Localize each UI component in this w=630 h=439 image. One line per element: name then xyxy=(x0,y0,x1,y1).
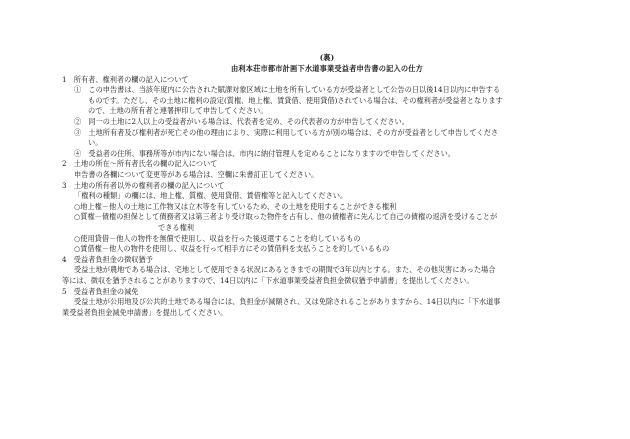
definition-line: ○地上権－他人の土地に工作物又は立木等を有しているため、その土地を使用することができる権利 xyxy=(74,201,397,211)
paragraph-line: 業受益者負担金減免申請書」を提出してください。 xyxy=(62,307,228,317)
section-1-heading: 1 所有者、権利者の欄の記入について xyxy=(62,74,189,84)
definition-line: ○質権－債権の担保として債務者又は第三者より受け取った物件を占有し、他の債権者に先んじて自己の債権の返済を受けることが xyxy=(74,212,498,222)
paragraph-line: 受益土地が公用地及び公共的土地である場合には、負担金が減額され、又は免除されることがありますから、14日以内に「下水道事 xyxy=(74,297,501,307)
paragraph-line: ものです。ただし、その土地に権利の設定(質権、地上権、賃貸借、使用貸借)されている場合は、その権利者が受益者となります xyxy=(88,95,503,105)
document-title: 由利本荘市都市計画下水道事業受益者申告書の記入の仕方 xyxy=(230,63,424,73)
paragraph-line: い。 xyxy=(88,138,103,148)
paragraph-line: ① この申告書は、当該年度内に公告された賦課対象区域に土地を所有している方が受益者として公告の日以後14日以内に申告する xyxy=(74,85,501,95)
paragraph-line: ので、土地の所有者と連署押印して申告してください。 xyxy=(88,106,268,116)
section-3-heading: 3 土地の所有者以外の権利者の欄の記入について xyxy=(62,180,225,190)
definition-line: ○賃借権－他人の物件を使用し、収益を行って相手方にその賃借料を支払うことを約しているもの xyxy=(74,244,390,254)
document-page xyxy=(62,53,592,318)
section-2-heading: 2 土地の所在～所有者氏名の欄の記入について xyxy=(62,159,218,169)
paragraph-line: 申告書の各欄について変更等がある場合は、空欄に朱書訂正してください。 xyxy=(74,170,319,180)
definition-line: ○使用貸借－他人の物件を無償で使用し、収益を行った後返還することを約しているもの xyxy=(74,233,361,243)
paragraph-line: 受益土地が農地である場合は、宅地として使用できる状況にあるときまでの期間で3年以内とする。また、その他災害にあった場合 xyxy=(74,265,496,275)
paragraph-line: ② 同一の土地に2人以上の受益者がいる場合は、代表者を定め、その代表者の方が申告してください。 xyxy=(74,117,409,127)
side-label: (裏) xyxy=(319,53,335,62)
section-5-heading: 5 受益者負担金の減免 xyxy=(62,286,139,296)
paragraph-line: ④ 受益者の住所、事務所等が市内にない場合は、市内に納付管理人を定めることになりますので申告してください。 xyxy=(74,148,455,158)
paragraph-line: ③ 土地所有者及び権利者が死亡その他の理由により、実際に利用している方が別の場合は、その方が受益者として申告してくださ xyxy=(74,127,499,137)
section-4-heading: 4 受益者負担金の徴収猶予 xyxy=(62,254,153,264)
paragraph-line: 等には、徴収を猶予されることがありますので、14日以内に「下水道事業受益者負担金徴収猶予申請書」を提出してください。 xyxy=(62,275,474,285)
definition-line: できる権利 xyxy=(158,223,194,232)
paragraph-line: 「権利の種類」の欄には、地上権、質権、使用貸借、賃借権等と記入してください。 xyxy=(74,191,348,201)
